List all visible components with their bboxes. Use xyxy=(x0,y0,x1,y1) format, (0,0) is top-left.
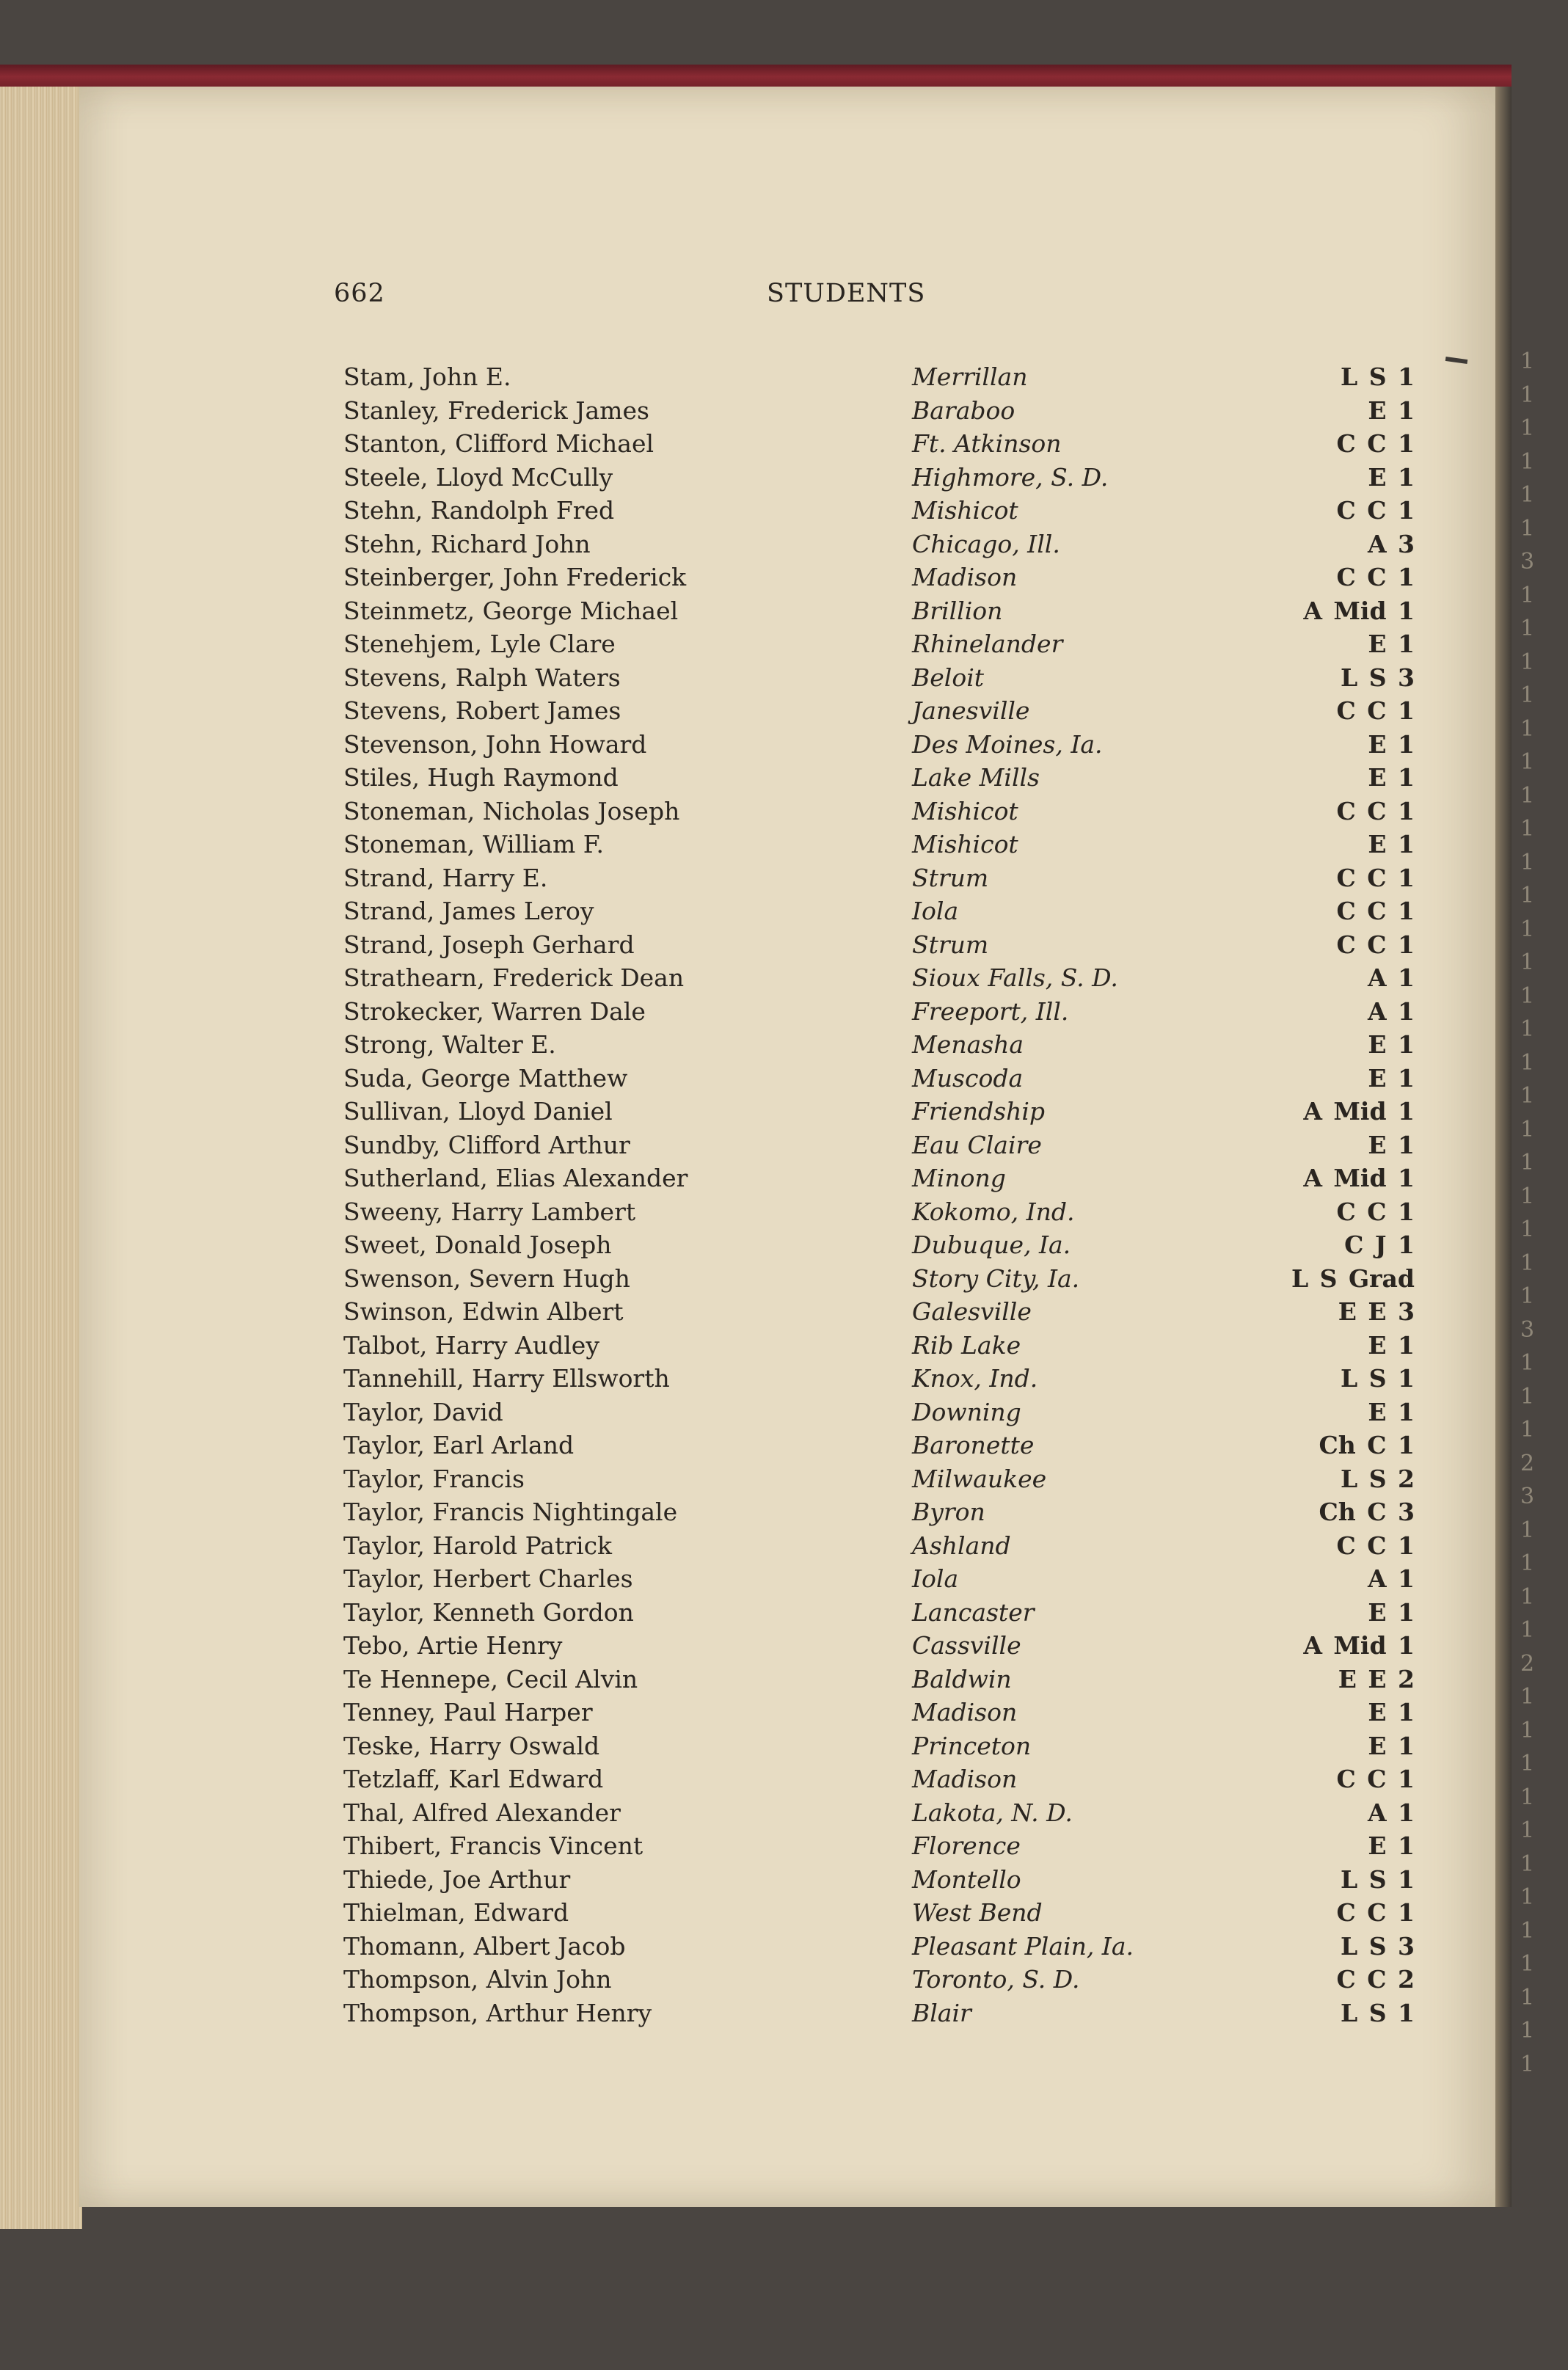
student-hometown: Rib Lake xyxy=(912,1330,1021,1360)
page-header xyxy=(334,279,1405,323)
bleed-numeral: 1 xyxy=(1520,1550,1535,1576)
student-row xyxy=(343,1095,1415,1129)
student-row xyxy=(343,1329,1415,1363)
student-hometown: Madison xyxy=(912,563,1018,591)
student-row xyxy=(343,1997,1415,2030)
student-course-code: L S 1 xyxy=(1341,1864,1415,1894)
bleed-numeral: 1 xyxy=(1520,415,1535,441)
student-hometown: Sioux Falls, S. D. xyxy=(912,963,1118,992)
student-name: Taylor, Herbert Charles xyxy=(343,1564,633,1593)
student-row xyxy=(343,1295,1415,1329)
bleed-numeral: 1 xyxy=(1520,1283,1535,1309)
student-course-code: Ch C 3 xyxy=(1319,1498,1415,1526)
bleed-numeral: 1 xyxy=(1520,448,1535,475)
student-name: Stevenson, John Howard xyxy=(343,729,647,759)
student-course-code: C C 1 xyxy=(1336,930,1415,959)
student-row xyxy=(343,1062,1415,1095)
student-hometown: Beloit xyxy=(912,663,985,692)
student-row xyxy=(343,1162,1415,1195)
student-name: Swenson, Severn Hugh xyxy=(343,1264,630,1293)
bleed-numeral: 3 xyxy=(1520,1484,1535,1509)
student-row xyxy=(343,360,1415,394)
student-row xyxy=(343,561,1415,594)
running-head: STUDENTS xyxy=(767,279,926,308)
student-row xyxy=(343,661,1415,695)
student-row xyxy=(343,761,1415,795)
student-course-code: A 1 xyxy=(1367,1798,1415,1827)
bleed-numeral: 1 xyxy=(1520,916,1535,942)
student-course-code: A Mid 1 xyxy=(1303,1631,1415,1660)
student-hometown: Madison xyxy=(912,1765,1018,1793)
student-name: Stevens, Ralph Waters xyxy=(343,663,621,692)
student-hometown: Baronette xyxy=(912,1431,1035,1459)
page-edges xyxy=(0,87,82,2229)
student-name: Suda, George Matthew xyxy=(343,1063,628,1093)
student-name: Stehn, Randolph Fred xyxy=(343,496,615,525)
student-hometown: Baldwin xyxy=(912,1664,1012,1693)
student-hometown: West Bend xyxy=(912,1898,1043,1927)
bleed-numeral: 1 xyxy=(1520,816,1535,842)
student-course-code: A 1 xyxy=(1367,1564,1415,1593)
student-name: Stanley, Frederick James xyxy=(343,395,649,425)
student-row xyxy=(343,1129,1415,1162)
bleed-numeral: 1 xyxy=(1520,949,1535,975)
student-row xyxy=(343,928,1415,962)
student-hometown: Janesville xyxy=(912,696,1030,725)
student-hometown: Iola xyxy=(912,1564,959,1593)
student-hometown: Ft. Atkinson xyxy=(912,429,1062,458)
student-name: Stanton, Clifford Michael xyxy=(343,429,654,458)
student-hometown: Downing xyxy=(912,1397,1021,1426)
student-row xyxy=(343,1896,1415,1930)
student-hometown: Merrillan xyxy=(912,362,1028,391)
student-name: Taylor, Francis xyxy=(343,1464,525,1493)
student-name: Sweeny, Harry Lambert xyxy=(343,1197,636,1226)
student-name: Steele, Lloyd McCully xyxy=(343,462,613,492)
student-course-code: C C 1 xyxy=(1336,563,1415,591)
student-course-code: E 1 xyxy=(1368,729,1415,759)
student-course-code: C C 1 xyxy=(1336,1531,1415,1560)
student-hometown: Rhinelander xyxy=(912,630,1063,658)
student-hometown: Milwaukee xyxy=(912,1464,1047,1493)
student-name: Stam, John E. xyxy=(343,362,511,391)
bleed-numeral: 1 xyxy=(1520,1984,1535,2010)
bleed-numeral: 1 xyxy=(1520,1817,1535,1843)
student-name: Tenney, Paul Harper xyxy=(343,1698,593,1727)
student-course-code: E 1 xyxy=(1368,395,1415,425)
student-hometown: Mishicot xyxy=(912,830,1018,858)
student-hometown: Toronto, S. D. xyxy=(912,1965,1080,1994)
student-row xyxy=(343,1429,1415,1462)
page-number: 662 xyxy=(334,279,385,308)
bleed-numeral: 1 xyxy=(1520,883,1535,908)
student-name: Steinmetz, George Michael xyxy=(343,596,679,625)
bleed-numeral: 1 xyxy=(1520,1717,1535,1743)
bleed-numeral: 1 xyxy=(1520,715,1535,742)
student-hometown: Montello xyxy=(912,1864,1021,1894)
bleed-numeral: 2 xyxy=(1520,1450,1535,1476)
student-row xyxy=(343,1462,1415,1496)
bleed-numeral: 1 xyxy=(1520,1250,1535,1276)
bleed-numeral: 1 xyxy=(1520,1951,1535,1977)
bleed-numeral: 1 xyxy=(1520,782,1535,809)
student-name: Stoneman, William F. xyxy=(343,830,604,858)
student-name: Taylor, Francis Nightingale xyxy=(343,1498,678,1526)
student-course-code: C C 2 xyxy=(1336,1965,1415,1994)
student-course-code: E E 3 xyxy=(1338,1297,1415,1326)
student-name: Tebo, Artie Henry xyxy=(343,1631,563,1660)
student-hometown: Mishicot xyxy=(912,796,1018,825)
student-row xyxy=(343,1596,1415,1630)
student-course-code: L S 2 xyxy=(1341,1464,1415,1493)
student-name: Thielman, Edward xyxy=(343,1898,569,1927)
student-course-code: L S 3 xyxy=(1341,663,1415,692)
bleed-numeral: 1 xyxy=(1520,682,1535,708)
student-row xyxy=(343,494,1415,528)
bleed-numeral: 1 xyxy=(1520,1350,1535,1376)
student-hometown: Strum xyxy=(912,863,989,892)
bleed-numeral: 1 xyxy=(1520,1751,1535,1776)
bleed-numeral: 1 xyxy=(1520,1517,1535,1543)
student-name: Thompson, Alvin John xyxy=(343,1965,612,1994)
student-hometown: Cassville xyxy=(912,1631,1021,1660)
student-course-code: C C 1 xyxy=(1336,1197,1415,1226)
student-course-code: C C 1 xyxy=(1336,496,1415,525)
student-course-code: L S 1 xyxy=(1341,1364,1415,1393)
student-name: Strand, Harry E. xyxy=(343,863,548,892)
student-course-code: L S 3 xyxy=(1341,1931,1415,1961)
student-course-code: E 1 xyxy=(1368,630,1415,658)
student-hometown: Byron xyxy=(912,1498,985,1526)
bleed-numeral: 1 xyxy=(1520,1684,1535,1710)
student-hometown: Madison xyxy=(912,1698,1018,1727)
student-row xyxy=(343,828,1415,861)
student-course-code: L S Grad xyxy=(1291,1264,1415,1293)
student-name: Thibert, Francis Vincent xyxy=(343,1831,643,1860)
student-row xyxy=(343,1863,1415,1897)
student-course-code: E 1 xyxy=(1368,1030,1415,1059)
student-name: Taylor, Kenneth Gordon xyxy=(343,1597,634,1627)
student-name: Strokecker, Warren Dale xyxy=(343,996,646,1026)
student-name: Thal, Alfred Alexander xyxy=(343,1798,621,1827)
facing-page-bleed xyxy=(1512,345,1568,2091)
student-hometown: Florence xyxy=(912,1831,1021,1860)
student-hometown: Friendship xyxy=(912,1097,1046,1126)
student-row xyxy=(343,1930,1415,1964)
student-name: Teske, Harry Oswald xyxy=(343,1731,600,1760)
student-hometown: Galesville xyxy=(912,1297,1032,1326)
student-row xyxy=(343,594,1415,628)
bleed-numeral: 1 xyxy=(1520,1083,1535,1109)
student-name: Strong, Walter E. xyxy=(343,1030,556,1059)
student-row xyxy=(343,1629,1415,1663)
student-course-code: E E 2 xyxy=(1338,1664,1415,1693)
student-course-code: C C 1 xyxy=(1336,429,1415,458)
bleed-numeral: 1 xyxy=(1520,849,1535,875)
student-hometown: Lancaster xyxy=(912,1597,1035,1627)
student-name: Thiede, Joe Arthur xyxy=(343,1864,571,1894)
student-hometown: Story City, Ia. xyxy=(912,1264,1080,1293)
student-name: Sutherland, Elias Alexander xyxy=(343,1164,688,1192)
bleed-numeral: 1 xyxy=(1520,1583,1535,1610)
student-name: Tannehill, Harry Ellsworth xyxy=(343,1364,670,1393)
student-name: Stenehjem, Lyle Clare xyxy=(343,630,616,658)
student-row xyxy=(343,1495,1415,1529)
student-name: Strathearn, Frederick Dean xyxy=(343,963,685,992)
student-course-code: E 1 xyxy=(1368,462,1415,492)
bleed-numeral: 1 xyxy=(1520,1116,1535,1142)
bleed-numeral: 1 xyxy=(1520,1917,1535,1944)
bleed-numeral: 1 xyxy=(1520,616,1535,641)
student-hometown: Pleasant Plain, Ia. xyxy=(912,1931,1134,1961)
bleed-numeral: 1 xyxy=(1520,1417,1535,1443)
bleed-numeral: 1 xyxy=(1520,649,1535,675)
student-course-code: E 1 xyxy=(1368,1063,1415,1093)
student-row xyxy=(343,528,1415,561)
student-row xyxy=(343,1228,1415,1262)
student-hometown: Chicago, Ill. xyxy=(912,529,1060,558)
student-course-code: E 1 xyxy=(1368,1731,1415,1760)
student-hometown: Kokomo, Ind. xyxy=(912,1197,1075,1226)
student-course-code: C C 1 xyxy=(1336,1765,1415,1793)
student-row xyxy=(343,961,1415,995)
bleed-numeral: 1 xyxy=(1520,1617,1535,1643)
student-course-code: E 1 xyxy=(1368,1698,1415,1727)
page-gutter-shadow xyxy=(1495,87,1512,2207)
student-course-code: C C 1 xyxy=(1336,863,1415,892)
student-course-code: C J 1 xyxy=(1344,1230,1415,1259)
student-row xyxy=(343,394,1415,428)
student-row xyxy=(343,1696,1415,1729)
bleed-numeral: 1 xyxy=(1520,349,1535,374)
student-hometown: Ashland xyxy=(912,1531,1011,1560)
bleed-numeral: 3 xyxy=(1520,549,1535,575)
bleed-numeral: 1 xyxy=(1520,1016,1535,1042)
student-hometown: Baraboo xyxy=(912,395,1015,425)
student-course-code: C C 1 xyxy=(1336,1898,1415,1927)
student-row xyxy=(343,1762,1415,1796)
student-course-code: L S 1 xyxy=(1341,362,1415,391)
bleed-numeral: 3 xyxy=(1520,1316,1535,1343)
student-hometown: Lake Mills xyxy=(912,763,1040,792)
bleed-numeral: 1 xyxy=(1520,1383,1535,1410)
student-hometown: Knox, Ind. xyxy=(912,1364,1038,1393)
student-name: Thomann, Albert Jacob xyxy=(343,1931,626,1961)
student-row xyxy=(343,1562,1415,1596)
student-hometown: Menasha xyxy=(912,1030,1024,1059)
student-row xyxy=(343,427,1415,461)
student-row xyxy=(343,1963,1415,1997)
bleed-numeral: 1 xyxy=(1520,1183,1535,1209)
student-name: Swinson, Edwin Albert xyxy=(343,1297,624,1326)
bleed-numeral: 1 xyxy=(1520,382,1535,408)
student-row xyxy=(343,795,1415,828)
bleed-numeral: 1 xyxy=(1520,2018,1535,2043)
student-row xyxy=(343,1529,1415,1563)
student-row xyxy=(343,1362,1415,1396)
student-name: Te Hennepe, Cecil Alvin xyxy=(343,1664,638,1693)
student-name: Stehn, Richard John xyxy=(343,529,591,558)
student-name: Stoneman, Nicholas Joseph xyxy=(343,796,680,825)
student-row xyxy=(343,1796,1415,1830)
student-name: Stevens, Robert James xyxy=(343,696,621,725)
bleed-numeral: 1 xyxy=(1520,1851,1535,1877)
student-course-code: A 1 xyxy=(1367,996,1415,1026)
student-name: Sweet, Donald Joseph xyxy=(343,1230,612,1259)
student-hometown: Brillion xyxy=(912,596,1003,625)
student-row xyxy=(343,627,1415,661)
student-row xyxy=(343,1262,1415,1296)
student-hometown: Mishicot xyxy=(912,496,1018,525)
student-row xyxy=(343,1028,1415,1062)
student-course-code: E 1 xyxy=(1368,763,1415,792)
student-name: Taylor, Harold Patrick xyxy=(343,1531,613,1560)
student-course-code: E 1 xyxy=(1368,1130,1415,1159)
student-hometown: Freeport, Ill. xyxy=(912,996,1069,1026)
student-course-code: A 1 xyxy=(1367,963,1415,992)
student-name: Sullivan, Lloyd Daniel xyxy=(343,1097,613,1126)
student-course-code: A Mid 1 xyxy=(1303,1164,1415,1192)
student-row xyxy=(343,1663,1415,1696)
bleed-numeral: 2 xyxy=(1520,1650,1535,1677)
student-course-code: C C 1 xyxy=(1336,897,1415,925)
student-course-code: A Mid 1 xyxy=(1303,1097,1415,1126)
student-row xyxy=(343,694,1415,728)
student-name: Talbot, Harry Audley xyxy=(343,1330,599,1360)
student-hometown: Highmore, S. D. xyxy=(912,462,1109,492)
bleed-numeral: 1 xyxy=(1520,1884,1535,1910)
student-course-code: C C 1 xyxy=(1336,796,1415,825)
bleed-numeral: 1 xyxy=(1520,1049,1535,1076)
bleed-numeral: 1 xyxy=(1520,749,1535,775)
student-row xyxy=(343,894,1415,928)
student-hometown: Minong xyxy=(912,1164,1006,1192)
student-hometown: Eau Claire xyxy=(912,1130,1042,1159)
bleed-numeral: 1 xyxy=(1520,482,1535,508)
student-row xyxy=(343,861,1415,895)
student-name: Strand, Joseph Gerhard xyxy=(343,930,635,959)
student-name: Sundby, Clifford Arthur xyxy=(343,1130,630,1159)
student-course-code: E 1 xyxy=(1368,1397,1415,1426)
student-course-code: C C 1 xyxy=(1336,696,1415,725)
student-name: Taylor, David xyxy=(343,1397,503,1426)
student-row xyxy=(343,1195,1415,1229)
student-course-code: Ch C 1 xyxy=(1319,1431,1415,1459)
student-hometown: Blair xyxy=(912,1998,971,2027)
bleed-numeral: 1 xyxy=(1520,1217,1535,1242)
student-hometown: Strum xyxy=(912,930,989,959)
student-name: Strand, James Leroy xyxy=(343,897,594,925)
student-hometown: Iola xyxy=(912,897,959,925)
student-course-code: E 1 xyxy=(1368,1831,1415,1860)
student-name: Steinberger, John Frederick xyxy=(343,563,687,591)
student-row xyxy=(343,1829,1415,1863)
student-course-code: E 1 xyxy=(1368,830,1415,858)
student-name: Thompson, Arthur Henry xyxy=(343,1998,652,2027)
student-hometown: Lakota, N. D. xyxy=(912,1798,1073,1827)
student-hometown: Muscoda xyxy=(912,1063,1024,1093)
student-name: Stiles, Hugh Raymond xyxy=(343,763,619,792)
student-row xyxy=(343,1729,1415,1763)
student-hometown: Dubuque, Ia. xyxy=(912,1230,1071,1259)
student-hometown: Des Moines, Ia. xyxy=(912,729,1103,759)
bleed-numeral: 1 xyxy=(1520,1150,1535,1175)
student-name: Taylor, Earl Arland xyxy=(343,1431,575,1459)
student-course-code: L S 1 xyxy=(1341,1998,1415,2027)
student-row xyxy=(343,995,1415,1029)
student-course-code: E 1 xyxy=(1368,1597,1415,1627)
bleed-numeral: 1 xyxy=(1520,1784,1535,1810)
student-row xyxy=(343,461,1415,495)
student-course-code: E 1 xyxy=(1368,1330,1415,1360)
student-name: Tetzlaff, Karl Edward xyxy=(343,1765,604,1793)
student-hometown: Princeton xyxy=(912,1731,1032,1760)
bleed-numeral: 1 xyxy=(1520,2051,1535,2077)
student-course-code: A Mid 1 xyxy=(1303,596,1415,625)
student-course-code: A 3 xyxy=(1367,529,1415,558)
student-list xyxy=(343,360,1415,2030)
bleed-numeral: 1 xyxy=(1520,582,1535,608)
bleed-numeral: 1 xyxy=(1520,515,1535,542)
student-row xyxy=(343,728,1415,762)
bleed-numeral: 1 xyxy=(1520,982,1535,1009)
student-row xyxy=(343,1396,1415,1429)
